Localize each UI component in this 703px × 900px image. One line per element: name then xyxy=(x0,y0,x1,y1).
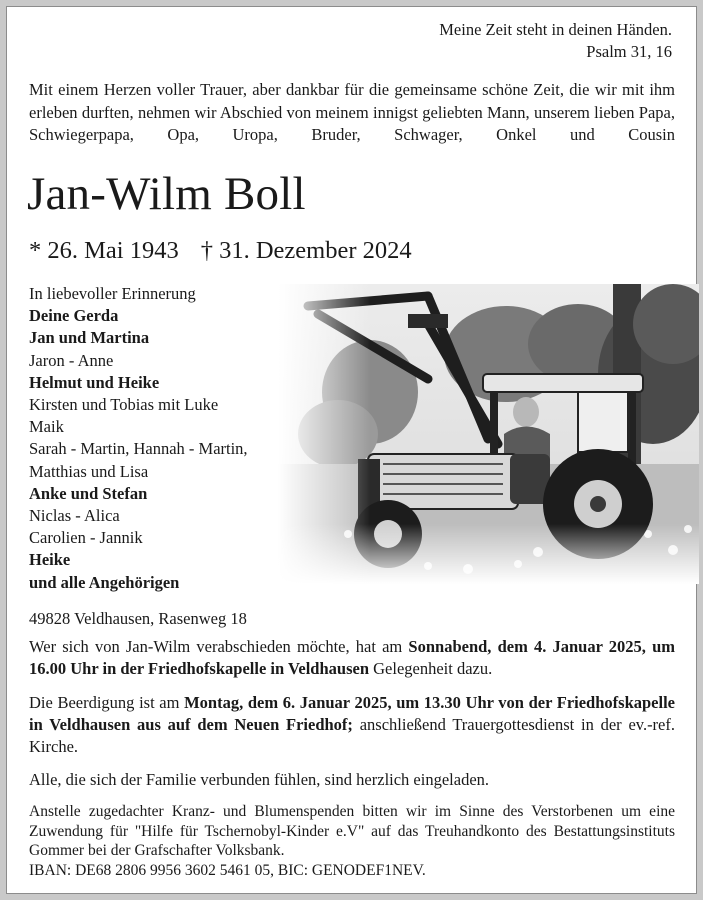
death-date: † 31. Dezember 2024 xyxy=(200,237,412,264)
birth-date: * 26. Mai 1943 xyxy=(29,237,179,264)
family-member-line: In liebevoller Erinnerung xyxy=(29,284,196,303)
verse-reference: Psalm 31, 16 xyxy=(586,42,672,61)
family-member-line: Deine Gerda xyxy=(29,306,119,326)
family-member-line: Matthias und Lisa xyxy=(29,461,149,481)
funeral-details: Montag, dem 6. Januar 2025, um 13.30 Uhr von der Friedhofskapelle in Veldhausen aus auf dem Neuen Friedhof; xyxy=(29,693,675,735)
family-member-line: Kirsten und Tobias mit Luke xyxy=(29,395,219,415)
family-member-line: Jan und Martina xyxy=(29,328,150,348)
farewell-notice xyxy=(29,636,675,680)
farewell-details: Sonnabend, dem 4. Januar 2025, um 16.00 Uhr in der Friedhofskapelle in Veldhausen xyxy=(29,637,675,679)
family-address: 49828 Veldhausen, Rasenweg 18 xyxy=(29,609,247,628)
intro-text: Mit einem Herzen voller Trauer, aber dankbar für die gemeinsame schöne Zeit, die wir mit ihm erleben durften, nehmen wir Abschied von meinem innigst geliebten Mann, unserem lieben Papa, Schwiegerpapa, Opa, Uropa, Bruder, Schwager, Onkel und Cousin xyxy=(29,80,675,144)
farewell-text-end: Gelegenheit dazu. xyxy=(369,659,493,679)
invitation-text: Alle, die sich der Familie verbunden fühlen, sind herzlich eingeladen. xyxy=(29,770,490,789)
deceased-name: Jan-Wilm Boll xyxy=(27,168,306,220)
family-member-line: Maik xyxy=(29,417,64,437)
verse-text: Meine Zeit steht in deinen Händen. xyxy=(439,20,672,39)
family-member-line: Niclas - Alica xyxy=(29,506,120,526)
family-member-line: Anke und Stefan xyxy=(29,483,148,503)
tractor-photo xyxy=(278,284,699,584)
family-member-line: Sarah - Martin, Hannah - Martin, xyxy=(29,439,248,459)
family-member-line: Helmut und Heike xyxy=(29,372,160,392)
funeral-text-start: Die Beerdigung ist am xyxy=(29,693,185,712)
family-member-line: Carolien - Jannik xyxy=(29,528,143,548)
donation-notice xyxy=(29,802,675,880)
family-member-line: und alle Angehörigen xyxy=(29,572,180,592)
family-member-line: Jaron - Anne xyxy=(29,350,114,370)
donation-text: Anstelle zugedachter Kranz- und Blumenspenden bitten wir im Sinne des Verstorbenen um eine Zuwendung für "Hilfe für Tschernobyl-Kinder e.V" auf das Treuhandkonto des Bestattungsinstituts Gommer bei der Grafschafter Volksbank. xyxy=(29,803,675,860)
funeral-text-end: anschließend Trauergottesdienst in der ev.-ref. Kirche. xyxy=(29,715,675,757)
farewell-text-start: Wer sich von Jan-Wilm verabschieden möchte, hat am xyxy=(29,637,409,656)
bible-verse xyxy=(439,19,672,63)
bank-details: IBAN: DE68 2806 9956 3602 5461 05, BIC: GENODEF1NEV. xyxy=(29,861,426,879)
life-dates xyxy=(29,236,412,266)
family-list xyxy=(29,283,299,594)
family-member-line: Heike xyxy=(29,550,71,570)
funeral-notice xyxy=(29,692,675,759)
